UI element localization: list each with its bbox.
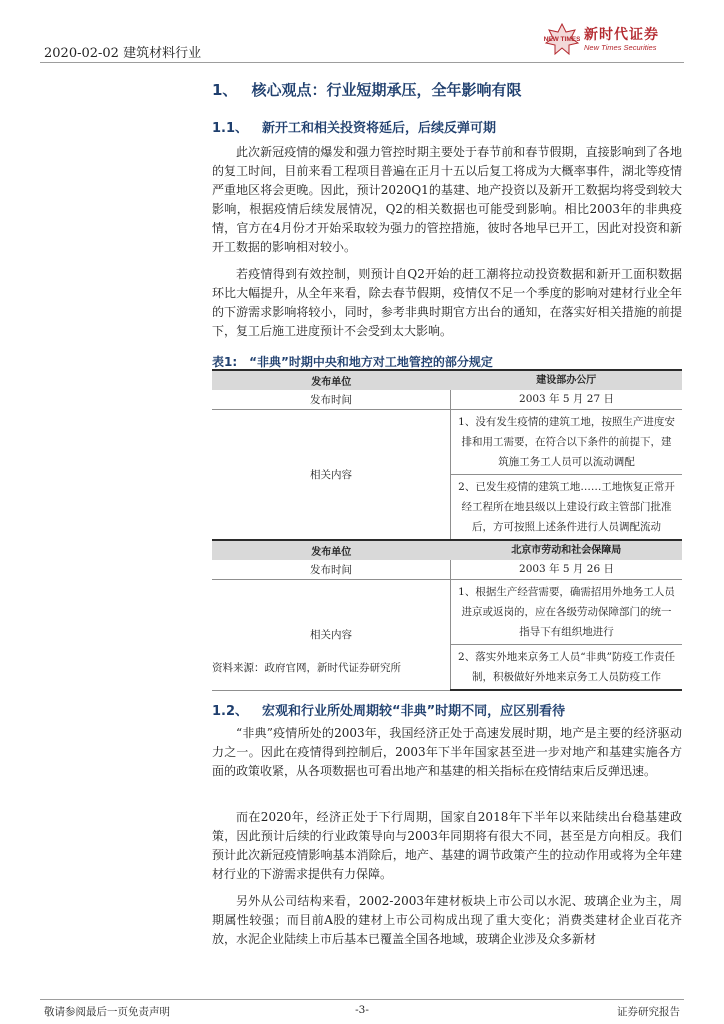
section-title: 宏观和行业所处周期较“非典”时期不同，应区别看待 (262, 704, 566, 719)
table-cell-label: 发布时间 (212, 390, 451, 410)
section-number: 1、 (212, 81, 238, 99)
table-title (212, 353, 493, 370)
section-title: 核心观点：行业短期承压，全年影响有限 (251, 81, 522, 99)
table-cell: 2、落实外地来京务工人员“非典”防疫工作责任制，积极做好外地来京务工人员防疫工作 (451, 645, 683, 691)
paragraph: 另外从公司结构来看，2002-2003年建材板块上市公司以水泥、玻璃企业为主，周期属性较强；而目前A股的建材上市公司构成出现了重大变化；消费类建材企业百花齐放，水泥企业陆续上市后基本已覆盖全国各地域，玻璃企业涉及众多新材 (212, 894, 682, 946)
table-cell-label: 相关内容 (212, 580, 451, 691)
header-rule (40, 62, 684, 63)
page-number: -3- (355, 1004, 369, 1016)
table-number: 表1: (212, 355, 238, 369)
table-header-row (212, 370, 682, 390)
table-source-note: 资料来源：政府官网，新时代证券研究所 (212, 662, 401, 674)
table-row (212, 560, 682, 580)
table-cell: 2、已发生疫情的建筑工地……工地恢复正常开经工程所在地县级以上建设行政主管部门批准后，方可按照上述条件进行人员调配流动 (451, 475, 683, 541)
logo-en: New Times Securities (584, 43, 657, 52)
footer-rule (40, 999, 684, 1000)
logo-cn: 新时代证券 (584, 27, 659, 43)
table-caption: “非典”时期中央和地方对工地管控的部分规定 (249, 355, 493, 369)
section-heading-1-1 (212, 117, 496, 136)
table-row (212, 580, 682, 645)
section-heading-1-2 (212, 700, 565, 719)
table-header-cell: 发布单位 (212, 540, 451, 560)
table-cell-label: 发布时间 (212, 560, 451, 580)
table-cell: 1、根据生产经营需要，确需招用外地务工人员进京或返岗的，应在各级劳动保障部门的统一指导下有组织地进行 (451, 580, 683, 645)
section-number: 1.1、 (212, 121, 249, 136)
table-cell: 2003 年 5 月 26 日 (451, 560, 683, 580)
paragraph: 若疫情得到有效控制，则预计自Q2开始的赶工潮将拉动投资数据和新开工面积数据环比大幅提升，从全年来看，除去春节假期，疫情仅不足一个季度的影响对建材行业全年的下游需求影响将较小，同时，参考非典时期官方出台的通知，在落实好相关措施的前提下，复工后施工进度预计不会受到太大影响。 (212, 267, 682, 338)
table-cell-label: 相关内容 (212, 410, 451, 541)
footer-disclaimer: 敬请参阅最后一页免责声明 (44, 1006, 170, 1018)
paragraph: “非典”疫情所处的2003年，我国经济正处于高速发展时期，地产是主要的经济驱动力之一。因此在疫情得到控制后，2003年下半年国家甚至进一步对地产和基建实施各方面的政策收紧，从各项数据也可看出地产和基建的相关指标在疫情结束后反弹迅速。 (212, 726, 682, 778)
paragraph: 此次新冠疫情的爆发和强力管控时期主要处于春节前和春节假期，直接影响到了各地的复工时间，目前来看工程项目普遍在正月十五以后复工将成为大概率事件，湖北等疫情严重地区将会更晚。因此，预计2020Q1的基建、地产投资以及新开工数据均将受到较大影响，根据疫情后续发展情况，Q2的相关数据也可能受到影响。相比2003年的非典疫情，官方在4月份才开始采取较为强力的管控措施，彼时各地早已开工，因此对投资和新开工数据的影响相对较小。 (212, 145, 682, 254)
table-row (212, 410, 682, 475)
table-header-cell: 建设部办公厅 (451, 370, 683, 390)
table-cell: 1、没有发生疫情的建筑工地，按照生产进度安排和用工需要，在符合以下条件的前提下，建筑施工务工人员可以流动调配 (451, 410, 683, 475)
table-header-row (212, 540, 682, 560)
section-heading-1 (212, 79, 521, 100)
table-header-cell: 发布单位 (212, 370, 451, 390)
header-date-sector: 2020-02-02 建筑材料行业 (44, 46, 202, 61)
table-header-cell: 北京市劳动和社会保障局 (451, 540, 683, 560)
logo-mark-text: NEW TIMES (544, 36, 580, 43)
regulation-table (212, 369, 682, 691)
table-cell: 2003 年 5 月 27 日 (451, 390, 683, 410)
paragraph: 而在2020年，经济正处于下行周期，国家自2018年下半年以来陆续出台稳基建政策，因此预计后续的行业政策导向与2003年同期将有很大不同，甚至是方向相反。我们预计此次新冠疫情影响基本消除后，地产、基建的调节政策产生的拉动作用或将为全年建材行业的下游需求提供有力保障。 (212, 810, 682, 881)
section-number: 1.2、 (212, 704, 249, 719)
table-row (212, 390, 682, 410)
section-title: 新开工和相关投资将延后，后续反弹可期 (262, 121, 497, 136)
company-logo (544, 22, 684, 58)
logo-mark-icon (544, 22, 580, 58)
footer-report-type: 证券研究报告 (617, 1006, 680, 1018)
